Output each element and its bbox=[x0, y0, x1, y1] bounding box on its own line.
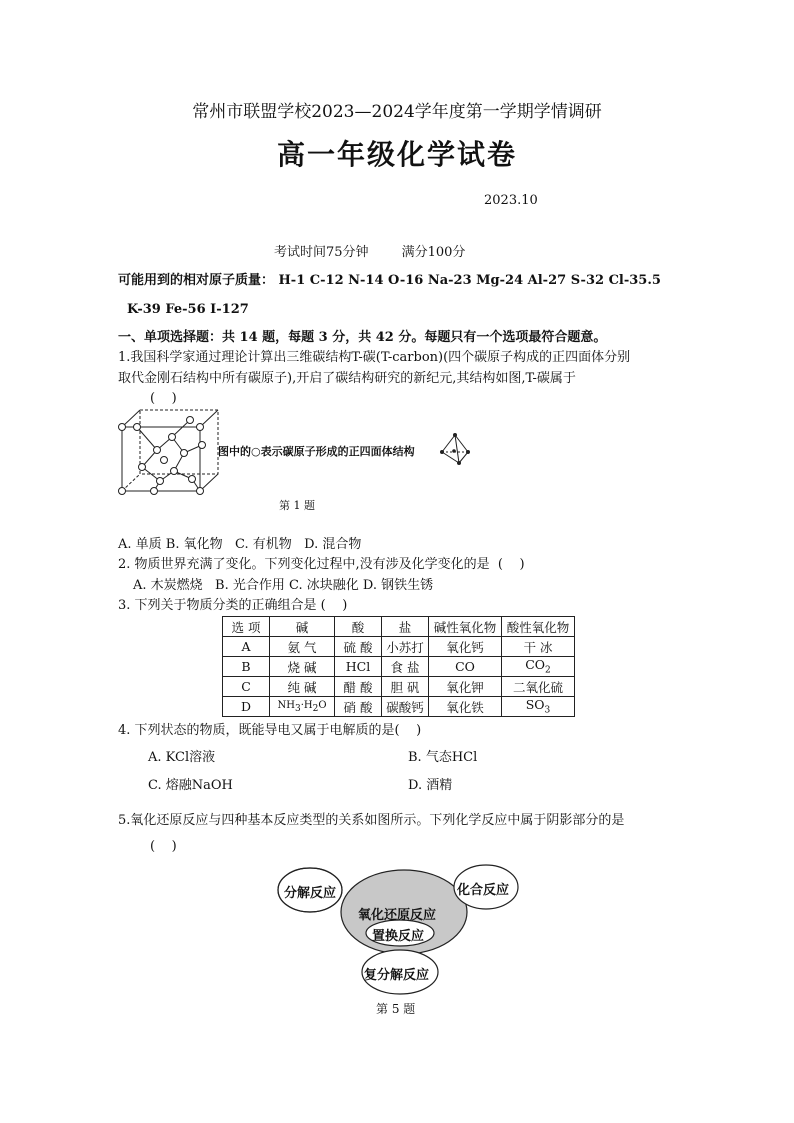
school-title: 常州市联盟学校2023—2024学年度第一学期学情调研 bbox=[192, 102, 602, 122]
table-cell: HCl bbox=[335, 657, 382, 677]
q1-figure-caption: 第 1 题 bbox=[279, 499, 315, 512]
table-cell: 烧 碱 bbox=[270, 657, 335, 677]
table-cell: 硝 酸 bbox=[335, 697, 382, 717]
table-row bbox=[223, 657, 575, 677]
table-header-cell: 酸 bbox=[335, 617, 382, 637]
q5-figure-caption: 第 5 题 bbox=[376, 1002, 416, 1016]
table-cell: 氨 气 bbox=[270, 637, 335, 657]
label-decomposition: 分解反应 bbox=[284, 886, 337, 901]
label-redox: 氧化还原反应 bbox=[358, 908, 437, 923]
table-header-cell: 盐 bbox=[382, 617, 429, 637]
exam-title: 高一年级化学试卷 bbox=[276, 138, 517, 171]
table-cell: $NH_3\cdot H_2O$ bbox=[270, 697, 335, 717]
exam-time-score: 考试时间75分钟 满分100分 bbox=[274, 245, 466, 260]
table-cell: 小苏打 bbox=[382, 637, 429, 657]
table-header-cell: 酸性氧化物 bbox=[502, 617, 575, 637]
label-double-decomposition: 复分解反应 bbox=[364, 968, 430, 983]
table-cell: D bbox=[223, 697, 270, 717]
exam-date: 2023.10 bbox=[484, 193, 538, 208]
tetrahedron-icon bbox=[437, 432, 473, 468]
table-header-cell: 碱性氧化物 bbox=[429, 617, 502, 637]
q2-stem: 2. 物质世界充满了变化。下列变化过程中,没有涉及化学变化的是 ( ) bbox=[118, 557, 525, 572]
table-cell: 氧化铁 bbox=[429, 697, 502, 717]
table-cell: C bbox=[223, 677, 270, 697]
table-row bbox=[223, 697, 575, 717]
q1-stem-line2: 取代金刚石结构中所有碳原子),开启了碳结构研究的新纪元,其结构如图,T-碳属于 bbox=[118, 371, 576, 386]
table-cell: A bbox=[223, 637, 270, 657]
table-header-cell: 选 项 bbox=[223, 617, 270, 637]
table-cell: $CO_2$ bbox=[502, 657, 575, 677]
q5-stem: 5.氧化还原反应与四种基本反应类型的关系如图所示。下列化学反应中属于阴影部分的是 bbox=[118, 813, 625, 828]
q1-answer-blank: ( ) bbox=[150, 391, 177, 406]
table-cell: 胆 矾 bbox=[382, 677, 429, 697]
q5-answer-blank: ( ) bbox=[150, 839, 177, 854]
table-header-cell: 碱 bbox=[270, 617, 335, 637]
atomic-mass-line2: K-39 Fe-56 I-127 bbox=[127, 302, 249, 317]
table-cell: 二氧化硫 bbox=[502, 677, 575, 697]
table-cell: 食 盐 bbox=[382, 657, 429, 677]
table-row bbox=[223, 677, 575, 697]
q1-options: A. 单质 B. 氧化物 C. 有机物 D. 混合物 bbox=[118, 537, 362, 552]
table-row bbox=[223, 637, 575, 657]
atomic-mass-line1: 可能用到的相对原子质量： H-1 C-12 N-14 O-16 Na-23 Mg-24 Al-27 S-32 Cl-35.5 bbox=[118, 273, 661, 288]
q4-option-a: A. KCl溶液 bbox=[148, 750, 216, 765]
section-heading: 一、单项选择题：共 14 题，每题 3 分，共 42 分。每题只有一个选项最符合题意。 bbox=[118, 330, 607, 345]
q4-stem: 4. 下列状态的物质，既能导电又属于电解质的是( ) bbox=[118, 723, 422, 738]
classification-table bbox=[222, 616, 575, 717]
q2-options: A. 木炭燃烧 B. 光合作用 C. 冰块融化 D. 钢铁生锈 bbox=[133, 578, 434, 593]
table-cell: 氧化钙 bbox=[429, 637, 502, 657]
q4-option-d: D. 酒精 bbox=[408, 778, 453, 793]
q1-figure-note: 图中的○表示碳原子形成的正四面体结构 bbox=[218, 445, 415, 458]
table-cell: $SO_3$ bbox=[502, 697, 575, 717]
q4-option-c: C. 熔融NaOH bbox=[148, 778, 233, 793]
table-header-row bbox=[223, 617, 575, 637]
table-cell: CO bbox=[429, 657, 502, 677]
table-cell: 硫 酸 bbox=[335, 637, 382, 657]
q1-stem-line1: 1.我国科学家通过理论计算出三维碳结构T-碳(T-carbon)(四个碳原子构成的正四面体分别 bbox=[118, 350, 631, 365]
table-cell: 醋 酸 bbox=[335, 677, 382, 697]
table-cell: 纯 碱 bbox=[270, 677, 335, 697]
table-cell: 干 冰 bbox=[502, 637, 575, 657]
q4-option-b: B. 气态HCl bbox=[408, 750, 478, 765]
table-cell: B bbox=[223, 657, 270, 677]
t-carbon-crystal-diagram bbox=[112, 405, 222, 497]
label-replacement: 置换反应 bbox=[372, 929, 425, 944]
label-combination: 化合反应 bbox=[457, 883, 510, 898]
table-cell: 氧化钾 bbox=[429, 677, 502, 697]
table-cell: 碳酸钙 bbox=[382, 697, 429, 717]
q3-stem: 3. 下列关于物质分类的正确组合是 ( ) bbox=[118, 598, 348, 613]
